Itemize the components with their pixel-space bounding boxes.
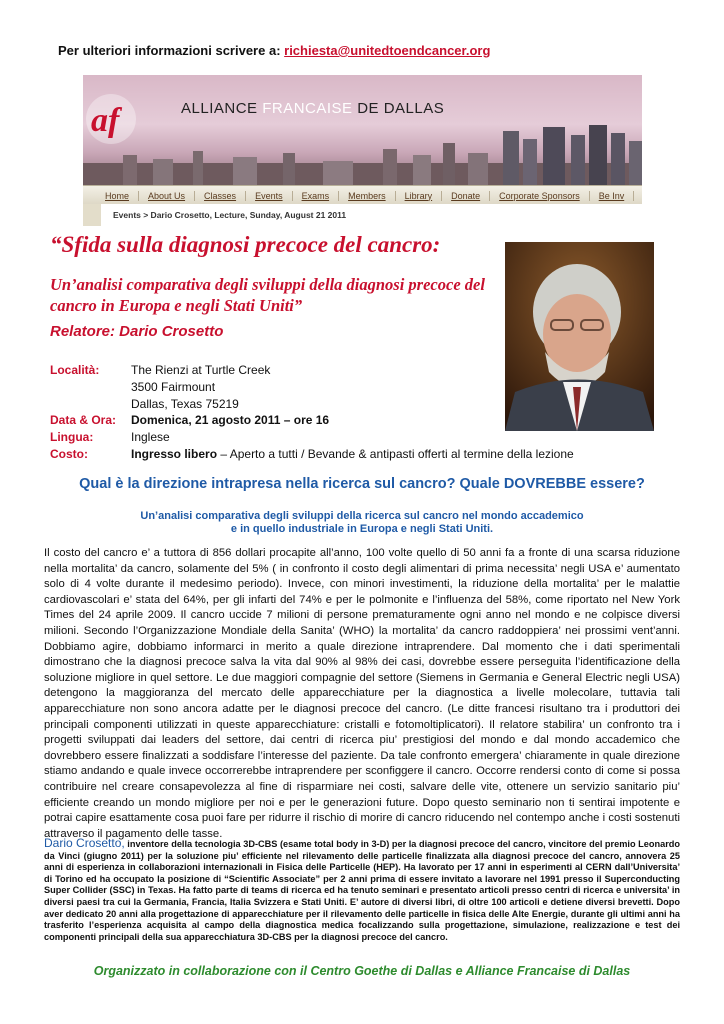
dallas-skyline-image [83, 125, 642, 185]
question-heading: Qual è la direzione intrapresa nella ricerca sul cancro? Quale DOVREBBE essere? [79, 476, 645, 492]
site-navigation [83, 185, 642, 206]
breadcrumb-bar [83, 204, 642, 226]
body-paragraph: Il costo del cancro e’ a tuttora di 856 dollari procapite all’anno, 100 volte quello di 50 anni fa a fronte di una scarsa riduzione nella mortalita’ da cancro, solamente del 5% ( in confronto il costo degli alimentari di prima necessita’ negli USA e’ aumentato solo di 4 volte durante il medesimo periodo). Invece, con minori investimenti, la riduzione della mortalita’ per le malattie cardiovascolari e’ stata del 64%, per gli infarti del 74% e per le polmonite e l’influenza del 58%, come riportato nel New York Times del 24 aprile 2009. Il cancro uccide 7 milioni di persone prematuramente ogni anno nel mondo e ne colpisce diversi milioni. Secondo l’Organizzazione Mondiale della Sanita’ (WHO) la mortalita’ da cancro raddoppiera’ nei prossimi vent’anni. Dobbiamo agire, dobbiamo informarci in merito a quale direzione intraprendere. Dal momento che i dati sperimentali dimostrano che la diagnosi precoce salva la vita dal 90% al 98% dei casi, dovrebbe essere perseguita l’identificazione della soluzione migliore in quel settore. Le due maggiori compagnie del settore (Siemens in Germania e General Electric negli USA) detengono la maggioranza del mercato delle apparecchiature per la diagnostica a livelle molecolare, tuttavia tali apparecchiature non sono ancora adatte per le diagnosi precoce del cancro. (Le ditte francesi risultano tra i produttori dei principali componenti utilizzati in queste apparecchiature: cristalli e fotomoltiplicatori). Il relatore stabilira’ un confronto tra i progetti sviluppati dai leaders del settore, dai centri di ricerca piu’ prestigiosi del mondo e dal mondo accademico che dovrebbero essere finalizzati a soddisfare l’interesse del paziente. Da tale confronto emergera’ chiaramente in quale direzione stiamo andando e quale invece occorrerebbe intraprendere per sconfiggere il cancro. Occorre rendersi conto di come si possa contribuire nel creare consapevolezza al fine di risparmiare nei costi, salvare delle vite, ottenere un servizio sanitario piu’ efficiente creando un mondo migliore per noi e per le generazioni future. Dopo questo seminario non ti sentirai impotente e potrai capire esattamente cosa puoi fare per ridurre il rischio di morire di cancro riducendo nel contempo anche i costi sostenuti attraverso il pagamento delle tasse. [44, 547, 680, 840]
nav-item-about-us[interactable]: About Us [139, 191, 195, 201]
nav-item-classes[interactable]: Classes [195, 191, 246, 201]
banner-title-part1: ALLIANCE [181, 100, 263, 117]
analysis-line-2: e in quello industriale in Europa e negli Stati Uniti. [230, 523, 494, 535]
banner-title-part2: FRANCAISE [262, 100, 358, 117]
bio-name: Dario Crosetto, [44, 836, 125, 850]
speaker-photo [505, 242, 654, 431]
contact-line [58, 43, 490, 58]
location-line-3: Dallas, Texas 75219 [131, 397, 239, 411]
nav-item-events[interactable]: Events [246, 191, 293, 201]
nav-item-exams[interactable]: Exams [293, 191, 340, 201]
nav-item-home[interactable]: Home [83, 191, 139, 201]
alliance-banner [83, 75, 642, 185]
contact-email-link[interactable]: richiesta@unitedtoendcancer.org [284, 43, 491, 58]
contact-prefix: Per ulteriori informazioni scrivere a: [58, 43, 285, 58]
nav-item-be-involved[interactable]: Be Inv [590, 191, 635, 201]
logo-text: af [91, 102, 120, 139]
banner-title-part3: DE DALLAS [357, 100, 445, 117]
language-label: Lingua: [50, 430, 94, 444]
location-line-1: The Rienzi at Turtle Creek [131, 363, 271, 377]
breadcrumb-strip [83, 204, 101, 226]
nav-item-library[interactable]: Library [396, 191, 443, 201]
cost-label: Costo: [50, 447, 88, 461]
bio-text: inventore della tecnologia 3D-CBS (esame total body in 3-D) per la diagnosi precoce del cancro, vincitore del premio Leonardo da Vinci (giugno 2011) per la soluzione piu’ efficiente nel rilevamento delle particelle finalizzata alla diagnosi precoce del cancro, annovera 25 anni di esperienza in collaborazioni internazionali in Fisica delle Particelle (HEP). Ha lavorato per 17 anni in esperimenti al CERN dall’Universita’ di Torino ed ha occupato la posizione di “Scientific Associate” per 2 anni prima di essere invitato a lavorare nel 1991 presso il Superconducting Super Collider (SSC) in Texas. Ha fatto parte di teams di ricerca ed ha tenuto seminari e presentato articoli presso centri di ricerca e universita’ in diversi paesi tra cui la Germania, Francia, Italia Svizzera e Stati Uniti. E’ autore di diversi libri, di oltre 100 articoli e detiene diversi brevetti. Dopo aver dedicato 20 anni alla progettazione di apparecchiature per il rilevamento delle particelle in fisica delle Alte Energie, durante gli ultimi anni ha trasferito l’esperienza acquisita al campo della diagnostica medica focalizzando sulla progettazione, simulazione, realizzazione e test dei componenti principali della sua apparecchiatura 3D-CBS per la diagnosi precoce del cancro. [44, 839, 680, 942]
footer-note: Organizzato in collaborazione con il Centro Goethe di Dallas e Alliance Francaise di Dallas [93, 964, 631, 978]
location-label: Località: [50, 363, 100, 377]
breadcrumb: Events > Dario Crosetto, Lecture, Sunday, August 21 2011 [113, 210, 347, 220]
event-title: “Sfida sulla diagnosi precoce del cancro: [50, 232, 441, 257]
date-label: Data & Ora: [50, 413, 117, 427]
cost-value-rest: – Aperto a tutti / Bevande & antipasti offerti al termine della lezione [217, 447, 574, 461]
speaker-bio [44, 838, 680, 943]
cost-value [131, 446, 574, 462]
nav-item-members[interactable]: Members [339, 191, 396, 201]
banner-title [181, 100, 444, 117]
nav-item-corporate-sponsors[interactable]: Corporate Sponsors [490, 191, 590, 201]
event-subtitle: Un’analisi comparativa degli sviluppi della diagnosi precoce del cancro in Europa e negli Stati Uniti” [50, 275, 485, 315]
nav-item-donate[interactable]: Donate [442, 191, 490, 201]
speaker-name: Relatore: Dario Crosetto [50, 323, 224, 340]
date-value: Domenica, 21 agosto 2011 – ore 16 [131, 413, 330, 427]
location-line-2: 3500 Fairmount [131, 380, 216, 394]
analysis-line-1: Un’analisi comparativa degli sviluppi della ricerca sul cancro nel mondo accademico [140, 510, 584, 522]
language-value: Inglese [131, 430, 170, 444]
cost-value-bold: Ingresso libero [131, 447, 218, 461]
analysis-heading [0, 510, 724, 536]
